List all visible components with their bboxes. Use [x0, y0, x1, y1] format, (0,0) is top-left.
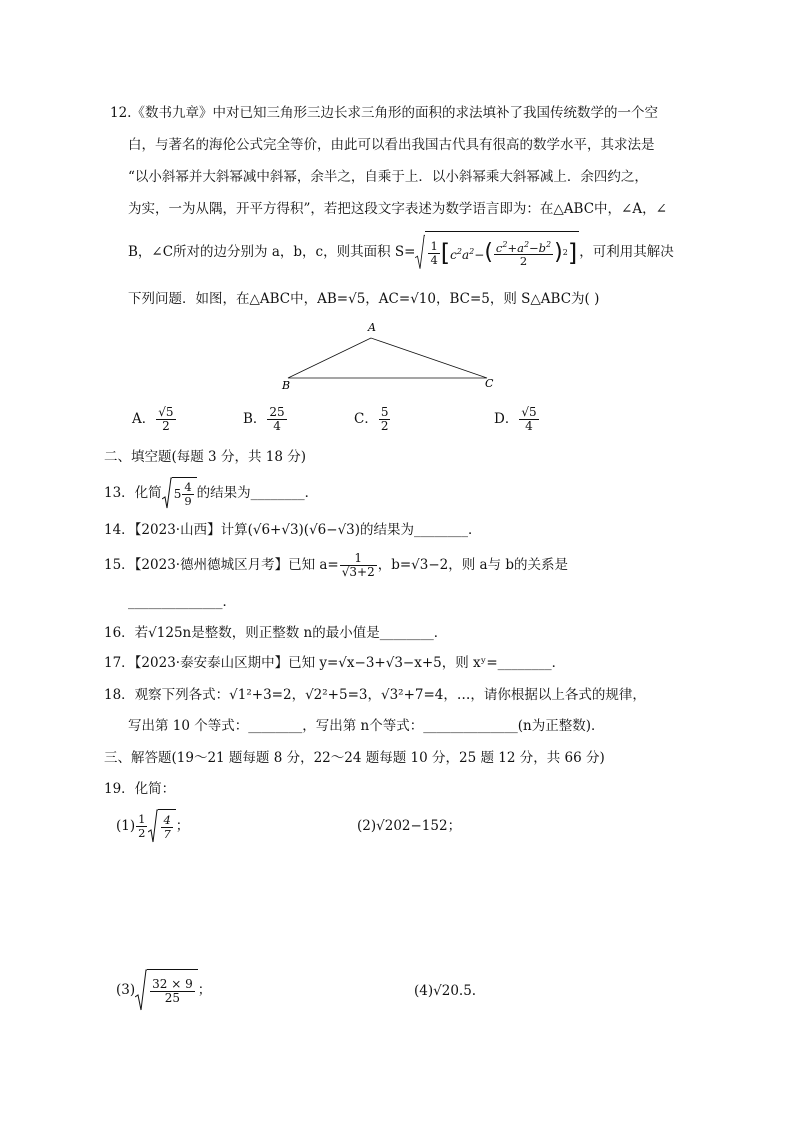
option-d[interactable]: D． $\frac{√5}{4}$	[494, 404, 537, 433]
section3-title: 三、解答题(19～21 题每题 8 分，22～24 题每题 10 分，25 题 12 分，共 66 分)	[104, 750, 605, 766]
vertex-c-label: C	[485, 377, 494, 390]
option-c[interactable]: C． $\frac{5}{2}$	[354, 404, 389, 433]
option-b[interactable]: B． $\frac{25}{4}$	[243, 404, 285, 433]
q19-part4: (4)√20.5.	[414, 983, 477, 999]
q12-options	[132, 400, 692, 438]
vertex-b-label: B	[282, 379, 291, 392]
q18-line2: 写出第 10 个等式：________，写出第 n个等式：______________(n为正整数)．	[128, 718, 605, 734]
q12-number: 12.	[110, 105, 132, 121]
heron-formula: $\frac{1}{4}$ [ $c^2a^2-$ ( $\frac{c^2+a^2-b^2}{2}$ ) 2 ]	[415, 231, 579, 273]
q12-line2: 白，与著名的海伦公式完全等价，由此可以看出我国古代具有很高的数学水平，其求法是	[128, 137, 655, 153]
q19-3-radical: $\frac{32 \times 9}{25}$	[135, 969, 198, 1011]
q14: 14．【2023·山西】计算(√6+√3)(√6−√3)的结果为________．	[104, 522, 482, 538]
radical-sign-icon	[415, 231, 425, 273]
q15: 15．【2023·德州德城区月考】已知 a= $\frac{1}{√3+2}$ ，b=√3−2，则 a与 b的关系是	[104, 550, 569, 579]
q12-line5-tail: ，可利用其解决	[579, 244, 674, 260]
q18-line1: 18．观察下列各式：√1²+3=2，√2²+5=3，√3²+7=4，…，请你根据以上各式的规律，	[104, 687, 646, 703]
q19-part1: (1) $\frac{1}{2}$ $\frac{4}{7}$ ；	[116, 808, 189, 844]
q19-part3: (3) $\frac{32 \times 9}{25}$ ；	[116, 968, 211, 1012]
triangle-figure	[280, 318, 500, 393]
section2-title: 二、填空题(每题 3 分，共 18 分)	[104, 449, 306, 465]
radical-sign-icon	[135, 969, 147, 1011]
q12-line1	[110, 104, 658, 122]
q19-part2: (2)√202−152；	[357, 818, 462, 834]
q15-answer-line[interactable]: ______________．	[128, 594, 236, 610]
q19-1-radical: $\frac{4}{7}$	[148, 809, 175, 843]
q12-line4: 为实，一为从隅，开平方得积”，若把这段文字表述为数学语言即为：在△ABC中，∠A，∠	[128, 201, 667, 217]
q13: 13．化简 5 $\frac{4}{9}$ 的结果为________．	[104, 476, 318, 510]
vertex-a-label: A	[368, 321, 376, 334]
q17: 17．【2023·泰安泰山区期中】已知 y=√x−3+√3−x+5，则 xʸ=________．	[104, 655, 566, 671]
q16: 16．若√125n是整数，则正整数 n的最小值是________．	[104, 625, 448, 641]
q19-title: 19．化简：	[104, 781, 176, 797]
radical-sign-icon	[162, 477, 172, 509]
option-a[interactable]: A． $\frac{√5}{2}$	[132, 404, 174, 433]
q12-text-1: 《数书九章》中对已知三角形三边长求三角形的面积的求法填补了我国传统数学的一个空	[131, 105, 658, 121]
q13-radical: 5 $\frac{4}{9}$	[162, 477, 197, 509]
q12-line5-text: B，∠C所对的边分别为 a，b，c，则其面积 S=	[128, 244, 416, 260]
q12-line6: 下列问题．如图，在△ABC中，AB=√5，AC=√10，BC=5，则 S△ABC为( )	[128, 291, 600, 307]
radical-sign-icon	[148, 809, 158, 843]
q12-line3: “以小斜幂并大斜幂减中斜幂，余半之，自乘于上．以小斜幂乘大斜幂减上．余四约之，	[128, 169, 648, 185]
q12-line5	[128, 230, 674, 274]
